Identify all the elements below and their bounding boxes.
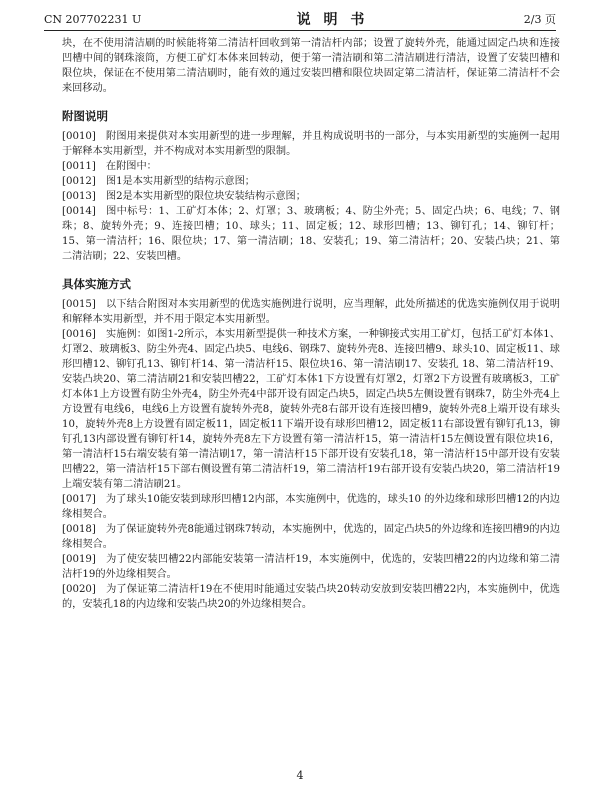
paragraph-0020 [62,582,560,612]
paragraph-text: 图中标号：1、工矿灯本体；2、灯罩；3、玻璃板；4、防尘外壳；5、固定凸块；6、电线；7、钢珠；8、旋转外壳；9、连接凹槽；10、球头；11、固定板；12、球形凹槽；13、铆钉孔；14、铆钉杆；15、第一清洁杆；16、限位块；17、第一清洁刷；18、安装孔；19、第二清洁杆；20、安装凸块；21、第二清洁刷；22、安装凹槽。 [62,206,560,262]
paragraph-number: [0019] [62,554,96,565]
document-body [62,36,560,612]
paragraph-number: [0012] [62,176,96,187]
paragraph-number: [0013] [62,191,96,202]
paragraph-text: 为了保证第二清洁杆19在不使用时能通过安装凸块20转动安放到安装凹槽22内，本实施例中，优选的，安装孔18的内边缘和安装凸块20的外边缘相契合。 [62,584,560,610]
intro-paragraph: 块，在不使用清洁刷的时候能将第二清洁杆回收到第一清洁杆内部；设置了旋转外壳，能通过固定凸块和连接凹槽中间的钢珠滚筒，方便工矿灯本体来回转动，便于第一清洁刷和第二清洁刷进行清洁，设置了安装凹槽和限位块，保证在不使用第二清洁刷时，能有效的通过安装凹槽和限位块固定第二清洁杆，保证第二清洁杆不会来回移动。 [62,38,560,94]
section-heading-drawings: 附图说明 [62,109,108,123]
document-title: 说 明 书 [296,12,369,28]
paragraph-text: 图2是本实用新型的限位块安装结构示意图； [105,191,306,202]
paragraph-text: 为了保证旋转外壳8能通过钢珠7转动，本实施例中，优选的，固定凸块5的外边缘和连接凹槽9的内边缘相契合。 [62,524,561,550]
paragraph-0019 [62,552,560,582]
paragraph-number: [0014] [62,206,96,217]
paragraph-0018 [62,522,560,552]
paragraph-text: 图1是本实用新型的结构示意图； [105,176,255,187]
page-header [44,8,556,31]
patent-number: CN 207702231 U [44,12,142,26]
paragraph-text: 以下结合附图对本实用新型的优选实施例进行说明，应当理解，此处所描述的优选实施例仅用于说明和解释本实用新型，并不用于限定本实用新型。 [62,299,560,325]
paragraph-0014 [62,204,560,264]
paragraph-number: [0020] [62,584,96,595]
paragraph-text: 为了使安装凹槽22内部能安装第一清洁杆19，本实施例中，优选的，安装凹槽22的内边缘和第二清洁杆19的外边缘相契合。 [62,554,560,580]
paragraph-number: [0015] [62,299,96,310]
paragraph-number: [0010] [62,131,96,142]
paragraph-text: 实施例：如图1-2所示，本实用新型提供一种技术方案，一种铆接式实用工矿灯，包括工矿灯本体1、灯罩2、玻璃板3、防尘外壳4、固定凸块5、电线6、钢珠7、旋转外壳8、连接凹槽9、球头10、固定板11、球形凹槽12、铆钉孔13、铆钉杆14、第一清洁杆15、限位块16、第一清洁刷17、安装孔 18、第二清洁杆19、安装凸块20、第二清洁刷21和安装凹槽22，工矿灯本体1下方设置有灯罩2，灯罩2下方设置有玻璃板3，工矿灯本体1上方设置有防尘外壳4，防尘外壳4中部开设有固定凸块5，固定凸块5左侧设置有钢珠7，防尘外壳4上方设置有电线6，电线6上方设置有旋转外壳8，旋转外壳8右部开设有连接凹槽9，旋转外壳8上端开设有球头10，旋转外壳8上方设置有固定板11，固定板11下端开设有球形凹槽12，固定板11右部设置有铆钉孔13，铆钉孔13内部设置有铆钉杆14，旋转外壳8左下方设置有第一清洁杆15，第一清洁杆15左侧设置有限位块16，第一清洁杆15右端安装有第一清洁刷17，第一清洁杆15下部开设有安装孔18，第一清洁杆15中部开设有安装凹槽22，第一清洁杆15下部右侧设置有第二清洁杆19，第二清洁杆19右部开设有安装凸块20，第二清洁杆19上端安装有第二清洁刷21。 [62,329,560,490]
paragraph-0015 [62,297,560,327]
paragraph-text: 在附图中： [105,161,157,172]
paragraph-0010 [62,129,560,159]
paragraph-0012 [62,174,560,189]
page-indicator: 2/3 页 [523,13,556,26]
section-heading-embodiments: 具体实施方式 [62,277,131,291]
paragraph-number: [0016] [62,329,96,340]
paragraph-0016 [62,327,560,492]
paragraph-0017 [62,492,560,522]
paragraph-number: [0017] [62,494,96,505]
paragraph-text: 为了球头10能安装到球形凹槽12内部，本实施例中，优选的，球头10 的外边缘和球形凹槽12的内边缘相契合。 [62,494,560,520]
paragraph-0011 [62,159,560,174]
paragraph-number: [0018] [62,524,96,535]
paragraph-0013 [62,189,560,204]
paragraph-text: 附图用来提供对本实用新型的进一步理解，并且构成说明书的一部分，与本实用新型的实施例一起用于解释本实用新型，并不构成对本实用新型的限制。 [62,131,560,157]
paragraph-number: [0011] [62,161,96,172]
page-number: 4 [296,769,304,782]
